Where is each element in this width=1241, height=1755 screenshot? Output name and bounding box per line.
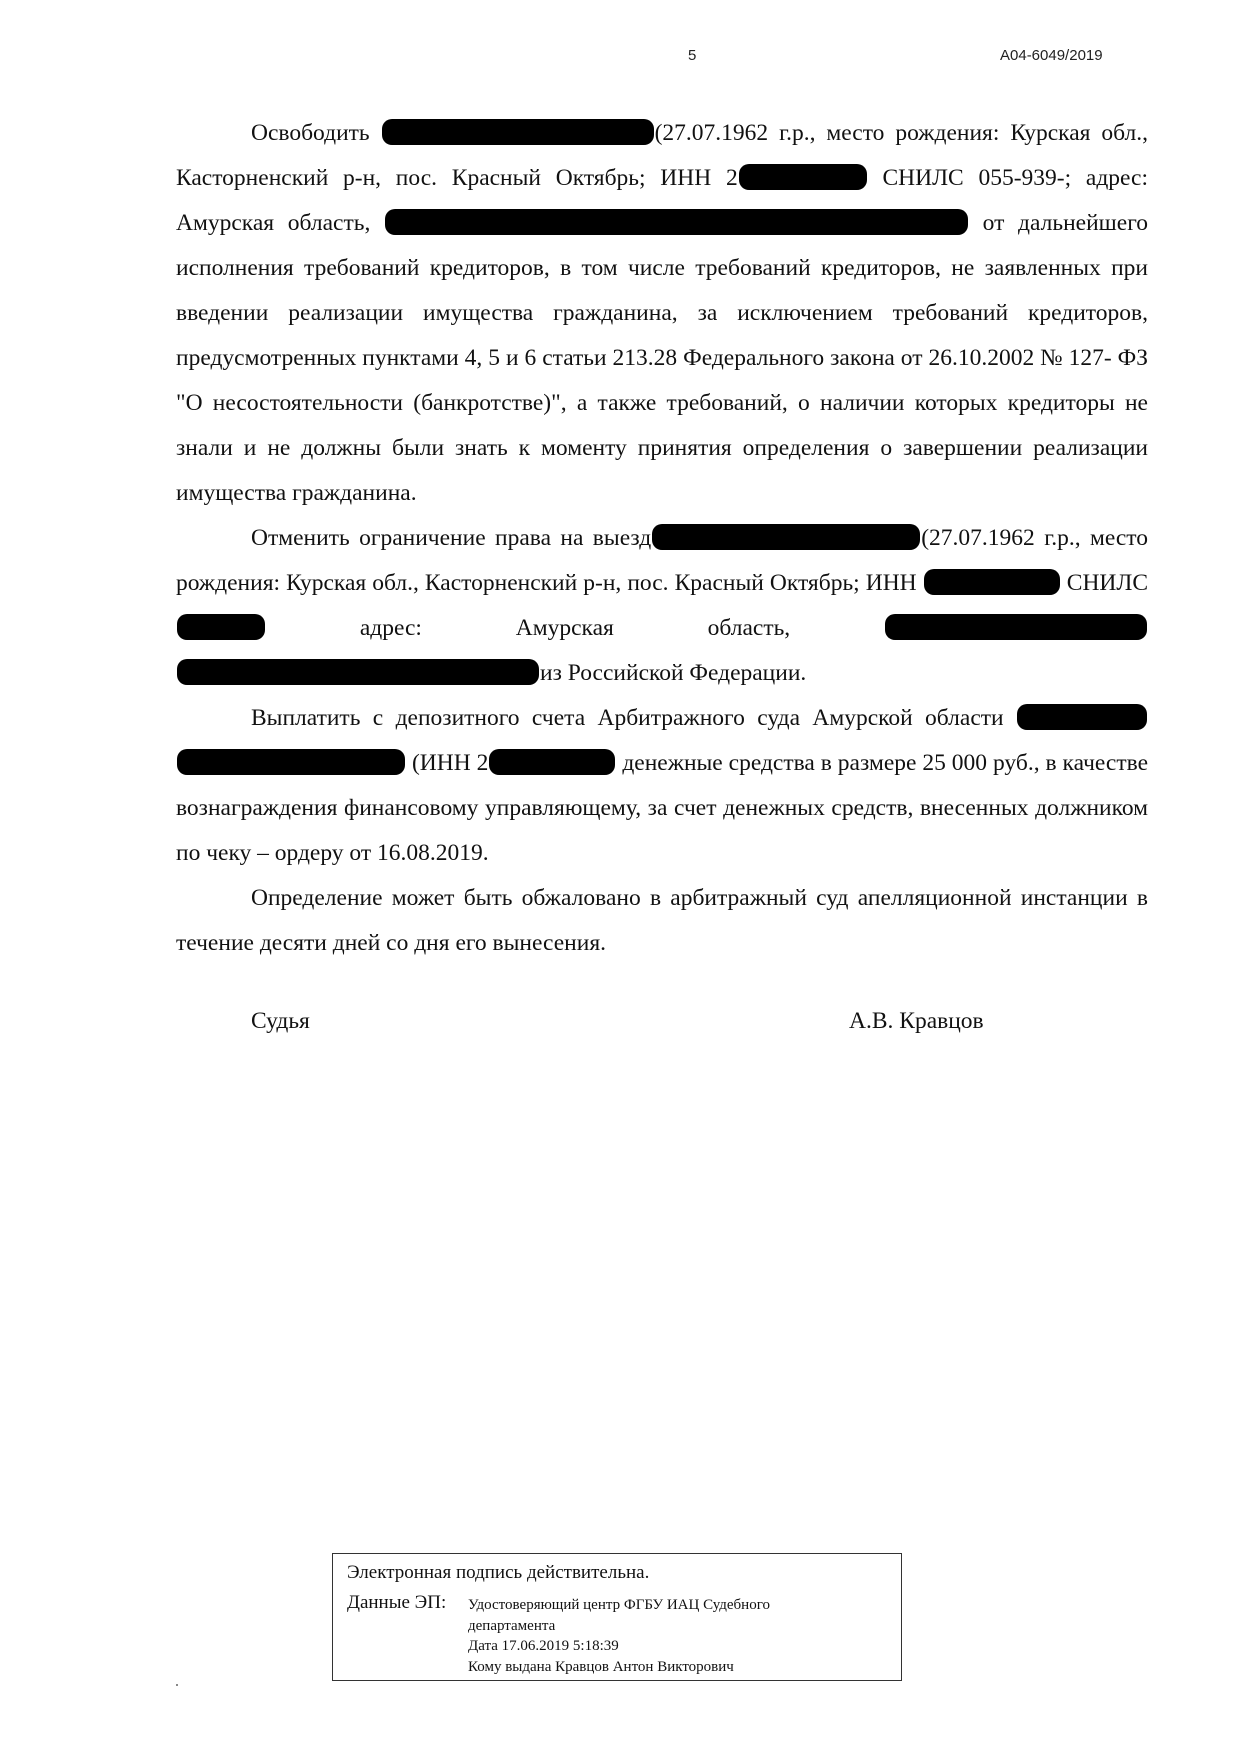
text-run: адрес: Амурская область,: [359, 615, 791, 641]
case-number: А04-6049/2019: [1000, 47, 1103, 64]
text-run: из Российской Федерации.: [540, 660, 807, 686]
redaction-mark: [177, 749, 405, 775]
ruling-text: [176, 111, 1148, 966]
redaction-mark: [382, 119, 654, 145]
stamp-line: Удостоверяющий центр ФГБУ ИАЦ Судебного: [468, 1597, 770, 1613]
text-run: Выплатить с депозитного счета Арбитражного суда Амурской области: [251, 705, 1004, 731]
stamp-label: Данные ЭП:: [347, 1592, 447, 1613]
redaction-mark: [1017, 704, 1147, 730]
text-run: (27.07.1962 г.р., место рождения: Курская обл., Касторненский р-н, пос. Красный Октябрь; ИНН 2: [176, 120, 1148, 191]
signature-name: А.В. Кравцов: [849, 1008, 984, 1034]
stamp-title: Электронная подпись действительна.: [347, 1562, 650, 1583]
redaction-mark: [177, 659, 539, 685]
signature-role: Судья: [251, 1008, 310, 1034]
redaction-mark: [177, 614, 265, 640]
paragraph-cancel-travel-restriction: [176, 516, 1148, 696]
paragraph-appeal-notice: Определение может быть обжаловано в арбитражный суд апелляционной инстанции в течение десяти дней со дня его вынесения.: [176, 885, 1148, 956]
electronic-signature-stamp: [332, 1553, 902, 1681]
redaction-mark: [739, 164, 867, 190]
text-run: Освободить: [251, 120, 370, 146]
text-run: (ИНН 2: [411, 750, 489, 776]
stamp-line: департамента: [468, 1617, 556, 1634]
redaction-mark: [924, 569, 1060, 595]
redaction-mark: [385, 209, 968, 235]
page-number: 5: [688, 47, 697, 64]
stamp-line: Дата 17.06.2019 5:18:39: [468, 1638, 619, 1654]
stamp-details: [468, 1595, 770, 1677]
text-run: денежные средства в размере 25 000 руб., в качестве вознаграждения финансовому управляющему, за счет денежных средств, внесенных должником по чеку – ордеру от 16.08.2019.: [176, 750, 1149, 866]
text-run: Отменить ограничение права на выезд: [251, 525, 652, 551]
paragraph-release-from-obligations: [176, 111, 1148, 516]
text-run: (27.07.1962 г.р., место рождения: Курская обл., Касторненский р-н, пос. Красный Октябрь; ИНН: [176, 525, 1148, 596]
paragraph-payout: [176, 696, 1148, 876]
redaction-mark: [652, 524, 920, 550]
scan-dot: [176, 1684, 178, 1686]
redaction-mark: [489, 749, 615, 775]
stamp-line: Кому выдана Кравцов Антон Викторович: [468, 1658, 734, 1675]
text-run: от дальнейшего исполнения требований кредиторов, в том числе требований кредиторов, не заявленных при введении реализации имущества гражданина, за исключением требований кредиторов, предусмотренных пунктами 4, 5 и 6 статьи 213.28 Федерального закона от 26.10.2002 № 127- ФЗ "О несостоятельности (банкротстве)", а также требований, о наличии которых кредиторы не знали и не должны были знать к моменту принятия определения о завершении реализации имущества гражданина.: [176, 210, 1148, 506]
text-run: СНИЛС 055-939-; адрес: Амурская область,: [176, 165, 1149, 236]
redaction-mark: [885, 614, 1147, 640]
text-run: СНИЛС: [1066, 570, 1149, 596]
